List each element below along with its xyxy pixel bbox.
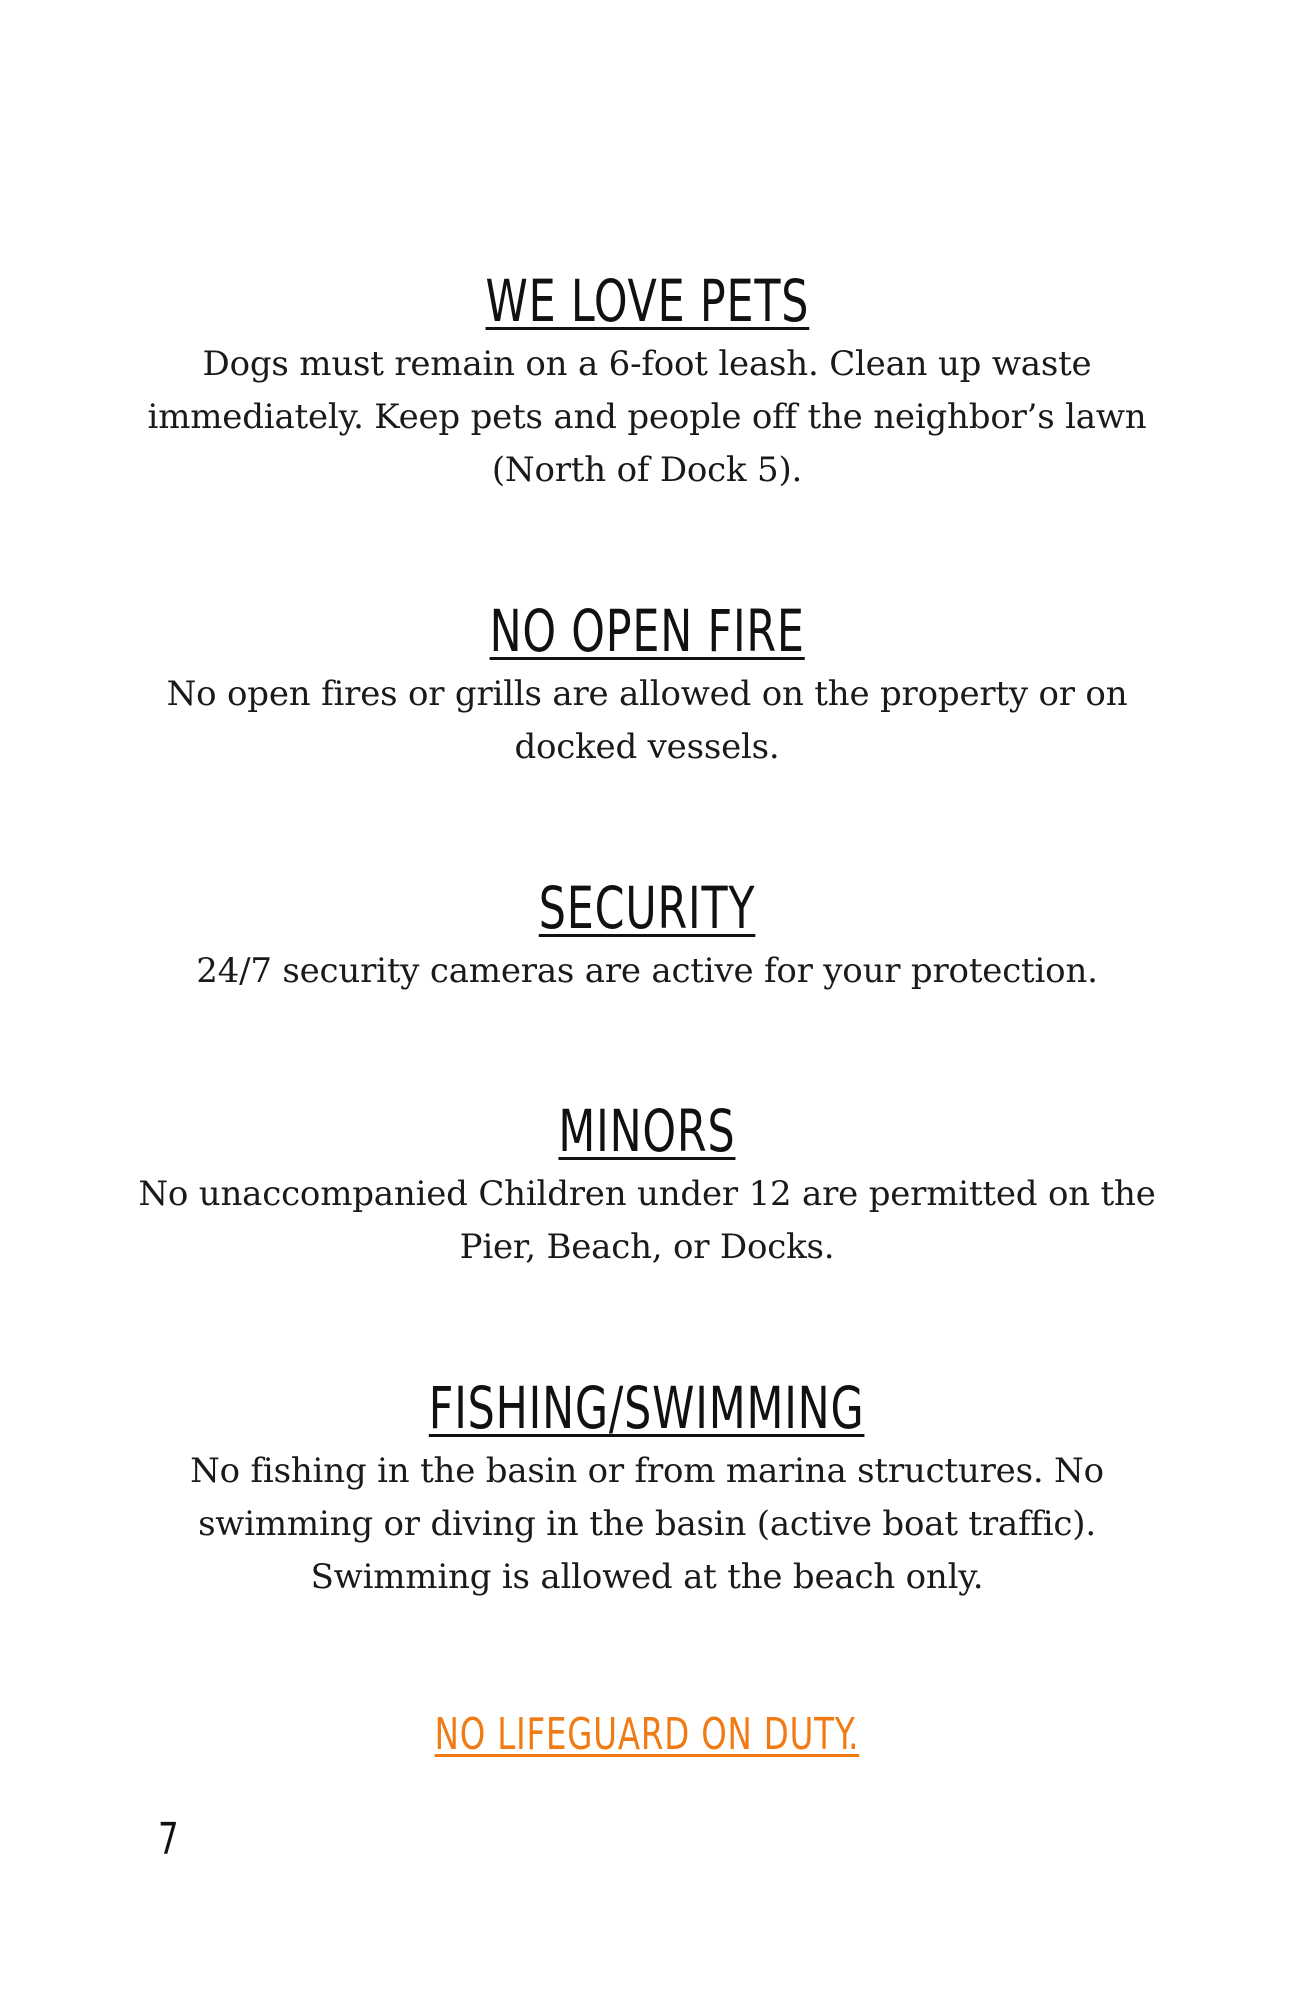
section-fishing-swimming <box>110 1374 1184 1604</box>
section-security <box>110 874 1184 998</box>
section-minors <box>110 1097 1184 1274</box>
lifeguard-alert <box>110 1710 1184 1760</box>
lifeguard-alert-text: NO LIFEGUARD ON DUTY. <box>434 1709 860 1760</box>
section-heading-minors: MINORS <box>558 1097 736 1165</box>
section-heading-pets: WE LOVE PETS <box>485 267 809 335</box>
section-body-security: 24/7 security cameras are active for your protection. <box>196 951 1098 991</box>
section-body-fishing-swimming: No fishing in the basin or from marina structures. No swimming or diving in the basin (active boat traffic). Swimming is allowed at the beach only. <box>190 1451 1104 1597</box>
section-heading-fire: NO OPEN FIRE <box>489 597 805 665</box>
section-body-pets: Dogs must remain on a 6-foot leash. Clean up waste immediately. Keep pets and people off the neighbor’s lawn (North of Dock 5). <box>147 344 1147 490</box>
section-body-fire: No open fires or grills are allowed on the property or on docked vessels. <box>166 674 1128 767</box>
section-heading-security: SECURITY <box>538 874 756 942</box>
section-fire <box>110 597 1184 774</box>
section-heading-fishing-swimming: FISHING/SWIMMING <box>429 1374 865 1442</box>
page-number: 7 <box>158 1814 179 1865</box>
section-body-minors: No unaccompanied Children under 12 are permitted on the Pier, Beach, or Docks. <box>138 1174 1156 1267</box>
section-pets <box>110 267 1184 497</box>
